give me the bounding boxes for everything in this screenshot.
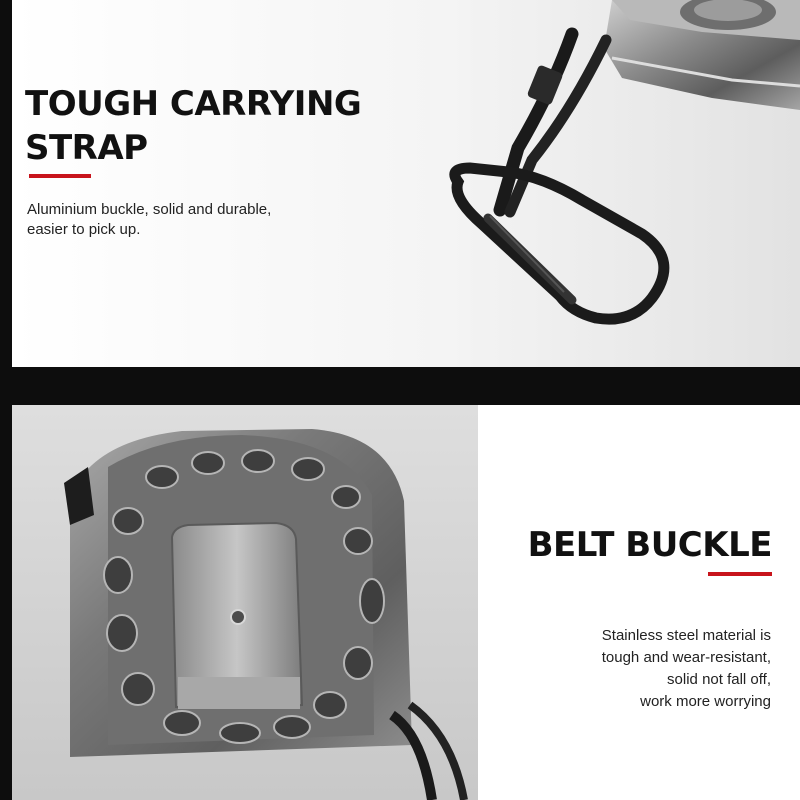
strap-desc-line1: Aluminium buckle, solid and durable, xyxy=(27,201,272,218)
buckle-desc-line3: solid not fall off, xyxy=(667,671,771,688)
buckle-desc-line2: tough and wear-resistant, xyxy=(601,649,771,666)
buckle-section-description xyxy=(471,625,771,713)
strap-section-description xyxy=(27,200,327,240)
buckle-desc-line4: work more worrying xyxy=(640,693,771,710)
carabiner-strap-photo xyxy=(12,0,800,367)
strap-section-title xyxy=(25,82,365,170)
strap-desc-line2: easier to pick up. xyxy=(27,221,141,238)
buckle-section-title: BELT BUCKLE xyxy=(527,525,772,565)
strap-title-line1: TOUGH CARRYING xyxy=(25,84,362,124)
red-accent-bar xyxy=(29,174,91,178)
belt-clip-tape-measure-photo xyxy=(12,405,478,800)
red-accent-bar xyxy=(708,572,772,576)
buckle-feature-panel xyxy=(12,405,800,800)
strap-feature-panel xyxy=(12,0,800,367)
strap-title-line2: STRAP xyxy=(25,128,148,168)
buckle-desc-line1: Stainless steel material is xyxy=(601,627,771,644)
